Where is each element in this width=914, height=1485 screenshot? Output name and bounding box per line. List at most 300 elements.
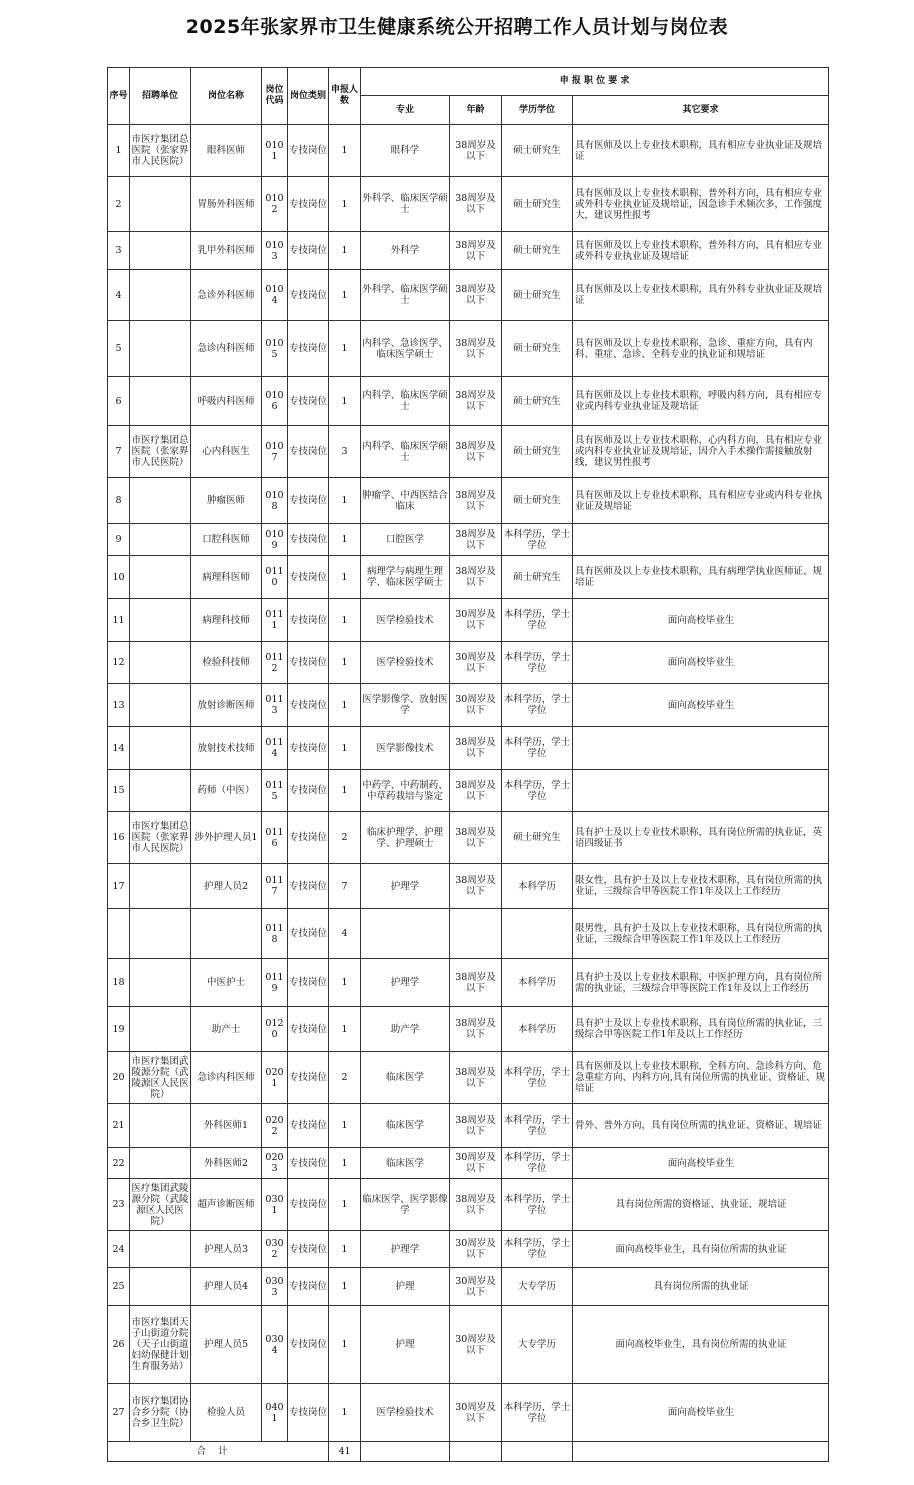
table-row	[108, 770, 829, 812]
cell-major: 中药学、中药制药、中草药栽培与鉴定	[361, 770, 450, 812]
cell-major	[361, 909, 450, 959]
cell-age: 38周岁及以下	[450, 1052, 502, 1104]
cell-other: 面向高校毕业生	[573, 684, 829, 727]
cell-seq: 19	[108, 1007, 130, 1052]
cell-code: 0106	[262, 377, 288, 426]
cell-position: 肿瘤医师	[191, 478, 262, 524]
cell-seq: 14	[108, 727, 130, 770]
cell-major: 病理学与病理生理学、临床医学硕士	[361, 556, 450, 599]
cell-code: 0119	[262, 959, 288, 1007]
cell-age: 38周岁及以下	[450, 727, 502, 770]
cell-code: 0102	[262, 177, 288, 232]
cell-age: 30周岁及以下	[450, 642, 502, 684]
cell-code: 0304	[262, 1306, 288, 1384]
cell-position: 护理人员4	[191, 1268, 262, 1306]
cell-category: 专技岗位	[288, 232, 329, 270]
cell-position: 急诊内科医师	[191, 1052, 262, 1104]
header-seq: 序号	[108, 68, 130, 125]
cell-position: 心内科医生	[191, 426, 262, 478]
cell-unit	[130, 1104, 191, 1148]
page-title: 2025年张家界市卫生健康系统公开招聘工作人员计划与岗位表	[185, 16, 729, 38]
cell-count: 4	[329, 909, 361, 959]
table-row	[108, 864, 829, 909]
cell-major: 医学影像学、放射医学	[361, 684, 450, 727]
cell-major: 医学检验技术	[361, 642, 450, 684]
table-row	[108, 1306, 829, 1384]
cell-unit	[130, 864, 191, 909]
cell-category: 专技岗位	[288, 1007, 329, 1052]
cell-seq: 21	[108, 1104, 130, 1148]
cell-position: 护理人员2	[191, 864, 262, 909]
cell-position: 病理科技师	[191, 599, 262, 642]
cell-position: 中医护士	[191, 959, 262, 1007]
cell-code: 0202	[262, 1104, 288, 1148]
cell-unit: 市医疗集团总医院（张家界市人民医院）	[130, 125, 191, 177]
cell-count: 1	[329, 642, 361, 684]
cell-age: 38周岁及以下	[450, 232, 502, 270]
cell-position: 放射技术技师	[191, 727, 262, 770]
table-row	[108, 1007, 829, 1052]
table-row	[108, 599, 829, 642]
cell-seq: 18	[108, 959, 130, 1007]
table-row	[108, 1148, 829, 1179]
cell-seq: 20	[108, 1052, 130, 1104]
cell-category: 专技岗位	[288, 1268, 329, 1306]
table-row	[108, 642, 829, 684]
cell-major: 临床医学、医学影像学	[361, 1179, 450, 1231]
cell-seq: 6	[108, 377, 130, 426]
cell-seq: 4	[108, 270, 130, 321]
cell-other: 具有医师及以上专业技术职称，急诊、重症方向，具有内科、重症、急诊、全科专业的执业证和规培证	[573, 321, 829, 377]
cell-position	[191, 909, 262, 959]
cell-age: 38周岁及以下	[450, 478, 502, 524]
cell-count: 1	[329, 1306, 361, 1384]
cell-unit: 市医疗集团武陵源分院（武陵源区人民医院）	[130, 1052, 191, 1104]
total-empty-cell	[573, 1442, 829, 1462]
cell-category: 专技岗位	[288, 684, 329, 727]
cell-category: 专技岗位	[288, 1231, 329, 1268]
cell-code: 0113	[262, 684, 288, 727]
cell-age: 38周岁及以下	[450, 177, 502, 232]
cell-position: 放射诊断医师	[191, 684, 262, 727]
cell-age: 30周岁及以下	[450, 1268, 502, 1306]
cell-count: 1	[329, 556, 361, 599]
cell-code: 0104	[262, 270, 288, 321]
header-age: 年龄	[450, 96, 502, 125]
cell-code: 0114	[262, 727, 288, 770]
cell-seq: 1	[108, 125, 130, 177]
cell-education: 硕士研究生	[502, 478, 573, 524]
cell-position: 护理人员5	[191, 1306, 262, 1384]
cell-age: 30周岁及以下	[450, 1231, 502, 1268]
cell-education: 本科学历，学士学位	[502, 1231, 573, 1268]
cell-code: 0117	[262, 864, 288, 909]
cell-major: 外科学、临床医学硕士	[361, 270, 450, 321]
cell-other: 具有医师及以上专业技术职称，具有相应专业执业证及规培证	[573, 125, 829, 177]
cell-seq: 24	[108, 1231, 130, 1268]
cell-education: 本科学历，学士学位	[502, 1148, 573, 1179]
cell-other: 具有医师及以上专业技术职称，全科方向、急诊科方向、危急重症方向、内科方向,具有岗位所需的执业证、资格证、规培证	[573, 1052, 829, 1104]
cell-other: 面向高校毕业生	[573, 1148, 829, 1179]
cell-count: 1	[329, 524, 361, 556]
cell-seq: 16	[108, 812, 130, 864]
cell-category: 专技岗位	[288, 1179, 329, 1231]
cell-other: 具有护士及以上专业技术职称，中医护理方向，具有岗位所需的执业证，三级综合甲等医院工作1年及以上工作经历	[573, 959, 829, 1007]
cell-position: 护理人员3	[191, 1231, 262, 1268]
table-row	[108, 684, 829, 727]
cell-unit: 市医疗集团总医院（张家界市人民医院）	[130, 812, 191, 864]
cell-category: 专技岗位	[288, 524, 329, 556]
cell-other: 具有医师及以上专业技术职称，具有相应专业或内科专业执业证及规培证	[573, 478, 829, 524]
cell-category: 专技岗位	[288, 426, 329, 478]
table-row	[108, 1179, 829, 1231]
cell-other: 具有护士及以上专业技术职称，具有岗位所需的执业证，英语四级证书	[573, 812, 829, 864]
table-row	[108, 1052, 829, 1104]
cell-code: 0118	[262, 909, 288, 959]
cell-count: 1	[329, 684, 361, 727]
cell-major: 外科学、临床医学硕士	[361, 177, 450, 232]
cell-category: 专技岗位	[288, 864, 329, 909]
cell-other: 具有医师及以上专业技术职称，呼吸内科方向，具有相应专业或内科专业执业证及规培证	[573, 377, 829, 426]
table-row	[108, 125, 829, 177]
header-other: 其它要求	[573, 96, 829, 125]
cell-other: 具有医师及以上专业技术职称，具有外科专业执业证及规培证	[573, 270, 829, 321]
cell-category: 专技岗位	[288, 1104, 329, 1148]
cell-unit	[130, 1148, 191, 1179]
cell-category: 专技岗位	[288, 959, 329, 1007]
cell-major: 临床医学	[361, 1148, 450, 1179]
table-row	[108, 1104, 829, 1148]
cell-position: 病理科医师	[191, 556, 262, 599]
table-row	[108, 232, 829, 270]
cell-position: 急诊外科医师	[191, 270, 262, 321]
cell-count: 1	[329, 770, 361, 812]
total-empty-cell	[502, 1442, 573, 1462]
cell-education: 本科学历，学士学位	[502, 1052, 573, 1104]
cell-education: 硕士研究生	[502, 125, 573, 177]
cell-unit	[130, 1007, 191, 1052]
cell-count: 1	[329, 1007, 361, 1052]
cell-position: 口腔科医师	[191, 524, 262, 556]
cell-code: 0115	[262, 770, 288, 812]
cell-age: 38周岁及以下	[450, 524, 502, 556]
cell-unit	[130, 599, 191, 642]
cell-other: 面向高校毕业生	[573, 1384, 829, 1442]
cell-count: 2	[329, 812, 361, 864]
cell-unit	[130, 642, 191, 684]
cell-category: 专技岗位	[288, 377, 329, 426]
cell-major: 临床护理学、护理学、护理硕士	[361, 812, 450, 864]
cell-unit: 市医疗集团协合乡分院（协合乡卫生院）	[130, 1384, 191, 1442]
cell-education: 本科学历	[502, 959, 573, 1007]
table-row	[108, 1231, 829, 1268]
cell-position: 检验人员	[191, 1384, 262, 1442]
cell-code: 0302	[262, 1231, 288, 1268]
cell-code: 0109	[262, 524, 288, 556]
cell-unit	[130, 177, 191, 232]
cell-other	[573, 727, 829, 770]
table-row	[108, 426, 829, 478]
cell-other: 面向高校毕业生	[573, 599, 829, 642]
cell-unit	[130, 909, 191, 959]
cell-unit	[130, 524, 191, 556]
cell-count: 1	[329, 1179, 361, 1231]
cell-seq: 22	[108, 1148, 130, 1179]
cell-seq: 27	[108, 1384, 130, 1442]
cell-seq: 15	[108, 770, 130, 812]
cell-seq: 5	[108, 321, 130, 377]
cell-count: 1	[329, 377, 361, 426]
cell-major: 护理学	[361, 864, 450, 909]
cell-age: 38周岁及以下	[450, 377, 502, 426]
cell-age: 38周岁及以下	[450, 1104, 502, 1148]
cell-other: 骨外、普外方向，具有岗位所需的执业证、资格证、规培证	[573, 1104, 829, 1148]
cell-other: 面向高校毕业生，具有岗位所需的执业证	[573, 1231, 829, 1268]
cell-position: 呼吸内科医师	[191, 377, 262, 426]
cell-position: 检验科技师	[191, 642, 262, 684]
cell-count: 1	[329, 177, 361, 232]
cell-unit	[130, 556, 191, 599]
cell-major: 医学影像技术	[361, 727, 450, 770]
cell-category: 专技岗位	[288, 177, 329, 232]
cell-count: 1	[329, 270, 361, 321]
recruitment-table	[107, 67, 829, 1462]
header-count: 申报人数	[329, 68, 361, 125]
cell-major: 眼科学	[361, 125, 450, 177]
header-position: 岗位名称	[191, 68, 262, 125]
cell-education: 大专学历	[502, 1268, 573, 1306]
cell-seq: 13	[108, 684, 130, 727]
cell-age: 38周岁及以下	[450, 270, 502, 321]
cell-age: 38周岁及以下	[450, 959, 502, 1007]
table-row	[108, 377, 829, 426]
cell-other: 具有医师及以上专业技术职称，具有病理学执业医师证、规培证	[573, 556, 829, 599]
cell-seq: 26	[108, 1306, 130, 1384]
cell-education	[502, 909, 573, 959]
cell-unit	[130, 770, 191, 812]
cell-count: 1	[329, 1231, 361, 1268]
table-row	[108, 177, 829, 232]
cell-category: 专技岗位	[288, 812, 329, 864]
cell-category: 专技岗位	[288, 321, 329, 377]
cell-major: 护理	[361, 1268, 450, 1306]
cell-education: 硕士研究生	[502, 270, 573, 321]
cell-other: 具有医师及以上专业技术职称，普外科方向，具有相应专业或外科专业执业证及规培证	[573, 232, 829, 270]
cell-unit: 市医疗集团总医院（张家界市人民医院）	[130, 426, 191, 478]
cell-unit	[130, 321, 191, 377]
header-code: 岗位代码	[262, 68, 288, 125]
cell-seq: 7	[108, 426, 130, 478]
table-row	[108, 270, 829, 321]
cell-position: 药师（中医）	[191, 770, 262, 812]
cell-count: 1	[329, 321, 361, 377]
cell-age: 30周岁及以下	[450, 599, 502, 642]
cell-position: 胃肠外科医师	[191, 177, 262, 232]
cell-other: 具有医师及以上专业技术职称，心内科方向，具有相应专业或内科专业执业证及规培证，因介入手术操作需接触放射线，建议男性报考	[573, 426, 829, 478]
cell-age: 38周岁及以下	[450, 556, 502, 599]
header-requirements: 申 报 职 位 要 求	[361, 68, 829, 96]
cell-education: 硕士研究生	[502, 377, 573, 426]
cell-category: 专技岗位	[288, 770, 329, 812]
cell-education: 本科学历，学士学位	[502, 1104, 573, 1148]
cell-count: 1	[329, 125, 361, 177]
cell-major: 临床医学	[361, 1052, 450, 1104]
cell-category: 专技岗位	[288, 556, 329, 599]
cell-seq: 12	[108, 642, 130, 684]
header-major: 专业	[361, 96, 450, 125]
cell-category: 专技岗位	[288, 1148, 329, 1179]
cell-major: 内科学、临床医学硕士	[361, 377, 450, 426]
cell-unit: 市医疗集团天子山街道分院（天子山街道妇幼保健计划生育服务站）	[130, 1306, 191, 1384]
table-row	[108, 478, 829, 524]
cell-code: 0103	[262, 232, 288, 270]
cell-age: 38周岁及以下	[450, 1179, 502, 1231]
total-label: 合计	[108, 1442, 329, 1462]
cell-education: 本科学历，学士学位	[502, 524, 573, 556]
cell-category: 专技岗位	[288, 642, 329, 684]
cell-category: 专技岗位	[288, 727, 329, 770]
cell-age: 38周岁及以下	[450, 426, 502, 478]
cell-category: 专技岗位	[288, 125, 329, 177]
cell-other: 限女性，具有护士及以上专业技术职称，具有岗位所需的执业证，三级综合甲等医院工作1年及以上工作经历	[573, 864, 829, 909]
cell-count: 1	[329, 1104, 361, 1148]
cell-education: 本科学历，学士学位	[502, 684, 573, 727]
cell-position: 外科医师2	[191, 1148, 262, 1179]
cell-other: 限男性，具有护士及以上专业技术职称，具有岗位所需的执业证，三级综合甲等医院工作1年及以上工作经历	[573, 909, 829, 959]
cell-unit	[130, 377, 191, 426]
cell-unit	[130, 478, 191, 524]
cell-seq: 8	[108, 478, 130, 524]
cell-position: 眼科医师	[191, 125, 262, 177]
cell-age: 30周岁及以下	[450, 1306, 502, 1384]
cell-code: 0401	[262, 1384, 288, 1442]
cell-position: 外科医师1	[191, 1104, 262, 1148]
cell-count: 3	[329, 426, 361, 478]
cell-code: 0301	[262, 1179, 288, 1231]
cell-category: 专技岗位	[288, 1306, 329, 1384]
cell-education: 硕士研究生	[502, 321, 573, 377]
cell-other: 具有岗位所需的执业证	[573, 1268, 829, 1306]
cell-seq: 10	[108, 556, 130, 599]
cell-education: 本科学历，学士学位	[502, 727, 573, 770]
cell-count: 1	[329, 1148, 361, 1179]
cell-major: 医学检验技术	[361, 599, 450, 642]
cell-major: 内科学、急诊医学、临床医学硕士	[361, 321, 450, 377]
cell-education: 硕士研究生	[502, 426, 573, 478]
cell-other	[573, 770, 829, 812]
cell-age: 30周岁及以下	[450, 1148, 502, 1179]
cell-unit: 医疗集团武陵源分院（武陵源区人民医院）	[130, 1179, 191, 1231]
cell-count: 1	[329, 727, 361, 770]
cell-seq: 11	[108, 599, 130, 642]
table-row	[108, 959, 829, 1007]
cell-age: 38周岁及以下	[450, 125, 502, 177]
cell-code: 0108	[262, 478, 288, 524]
cell-other: 面向高校毕业生，具有岗位所需的执业证	[573, 1306, 829, 1384]
header-education: 学历学位	[502, 96, 573, 125]
table-row	[108, 1268, 829, 1306]
cell-code: 0303	[262, 1268, 288, 1306]
cell-position: 乳甲外科医师	[191, 232, 262, 270]
cell-unit	[130, 1268, 191, 1306]
cell-category: 专技岗位	[288, 270, 329, 321]
cell-code: 0201	[262, 1052, 288, 1104]
table-row	[108, 1384, 829, 1442]
cell-code: 0101	[262, 125, 288, 177]
cell-seq: 3	[108, 232, 130, 270]
cell-education: 本科学历，学士学位	[502, 599, 573, 642]
cell-education: 大专学历	[502, 1306, 573, 1384]
total-row	[108, 1442, 829, 1462]
cell-education: 本科学历，学士学位	[502, 642, 573, 684]
cell-other: 面向高校毕业生	[573, 642, 829, 684]
table-row	[108, 524, 829, 556]
cell-position: 涉外护理人员1	[191, 812, 262, 864]
cell-category: 专技岗位	[288, 478, 329, 524]
cell-age: 38周岁及以下	[450, 321, 502, 377]
cell-unit	[130, 684, 191, 727]
total-empty-cell	[361, 1442, 450, 1462]
cell-major: 护理	[361, 1306, 450, 1384]
cell-code: 0120	[262, 1007, 288, 1052]
cell-age: 38周岁及以下	[450, 770, 502, 812]
cell-seq: 17	[108, 864, 130, 909]
cell-major: 外科学	[361, 232, 450, 270]
table-row	[108, 727, 829, 770]
cell-position: 助产士	[191, 1007, 262, 1052]
cell-code: 0203	[262, 1148, 288, 1179]
cell-education: 硕士研究生	[502, 177, 573, 232]
cell-major: 内科学、临床医学硕士	[361, 426, 450, 478]
cell-seq: 23	[108, 1179, 130, 1231]
cell-code: 0111	[262, 599, 288, 642]
cell-age: 30周岁及以下	[450, 1384, 502, 1442]
cell-code: 0105	[262, 321, 288, 377]
cell-count: 1	[329, 1384, 361, 1442]
total-empty-cell	[450, 1442, 502, 1462]
cell-category: 专技岗位	[288, 599, 329, 642]
cell-other: 具有岗位所需的资格证、执业证、规培证	[573, 1179, 829, 1231]
cell-age	[450, 909, 502, 959]
table-row	[108, 812, 829, 864]
cell-education: 硕士研究生	[502, 232, 573, 270]
cell-category: 专技岗位	[288, 1052, 329, 1104]
cell-code: 0107	[262, 426, 288, 478]
cell-seq: 2	[108, 177, 130, 232]
cell-education: 本科学历	[502, 864, 573, 909]
cell-age: 38周岁及以下	[450, 864, 502, 909]
header-unit: 招聘单位	[130, 68, 191, 125]
cell-category: 专技岗位	[288, 909, 329, 959]
cell-age: 38周岁及以下	[450, 1007, 502, 1052]
cell-unit	[130, 1231, 191, 1268]
cell-education: 硕士研究生	[502, 812, 573, 864]
cell-education: 本科学历，学士学位	[502, 1384, 573, 1442]
cell-other	[573, 524, 829, 556]
cell-count: 7	[329, 864, 361, 909]
cell-code: 0112	[262, 642, 288, 684]
cell-major: 肿瘤学、中西医结合临床	[361, 478, 450, 524]
cell-unit	[130, 959, 191, 1007]
cell-education: 本科学历，学士学位	[502, 1179, 573, 1231]
cell-unit	[130, 727, 191, 770]
header-category: 岗位类别	[288, 68, 329, 125]
table-row	[108, 909, 829, 959]
cell-other: 具有护士及以上专业技术职称，具有岗位所需的执业证，三级综合甲等医院工作1年及以上工作经历	[573, 1007, 829, 1052]
cell-major: 医学检验技术	[361, 1384, 450, 1442]
cell-major: 临床医学	[361, 1104, 450, 1148]
cell-seq: 9	[108, 524, 130, 556]
